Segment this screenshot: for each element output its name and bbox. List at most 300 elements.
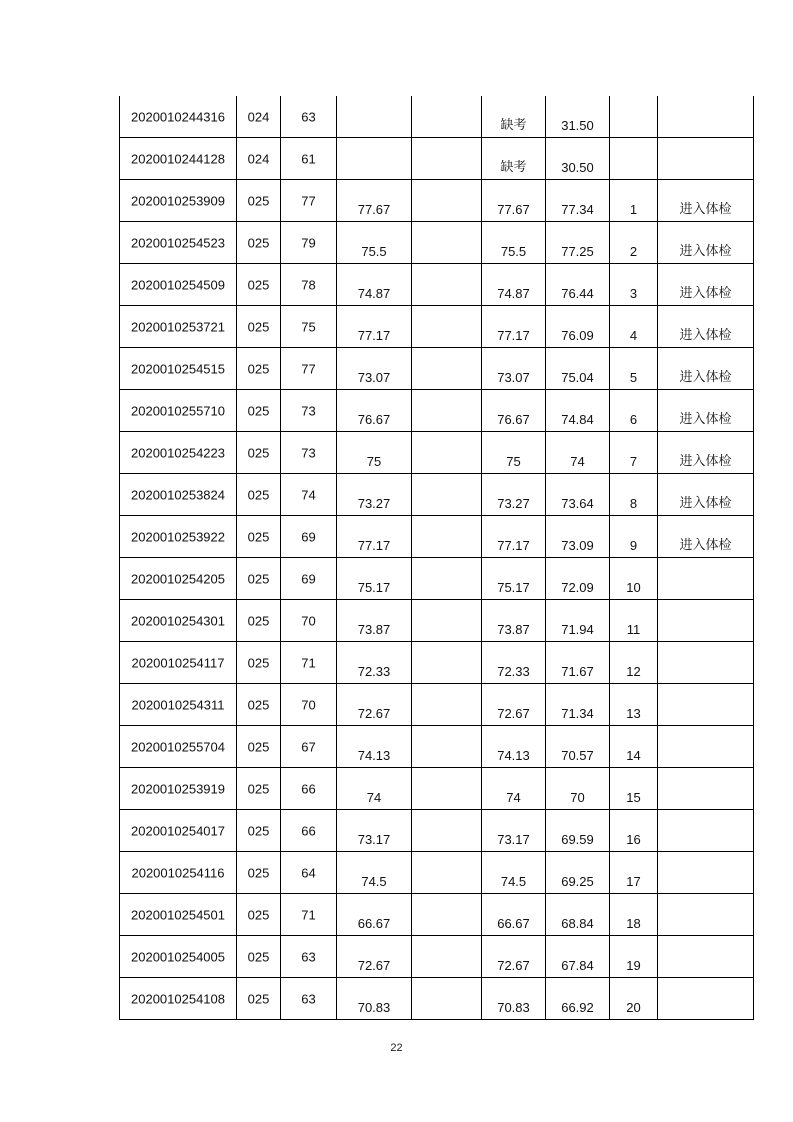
table-row [120, 348, 754, 390]
final-interview-cell: 缺考 [500, 159, 527, 174]
interview-score-cell: 77.17 [357, 538, 391, 553]
written-score-cell: 70 [301, 697, 316, 712]
total-score-column [546, 558, 610, 600]
written-score-cell: 69 [301, 529, 316, 544]
rank-column [610, 684, 658, 726]
position-code-column [237, 726, 281, 768]
rank-column [610, 96, 658, 138]
written-score-column [281, 684, 337, 726]
exam-id-column [120, 180, 237, 222]
rank-cell: 8 [629, 496, 638, 511]
exam-id-column [120, 348, 237, 390]
table-row [120, 96, 754, 138]
position-code-cell: 025 [247, 361, 270, 376]
written-score-cell: 79 [301, 235, 316, 250]
interview-score-cell: 77.17 [357, 328, 391, 343]
total-score-column [546, 768, 610, 810]
table-row [120, 768, 754, 810]
total-score-cell: 71.67 [561, 664, 594, 679]
exam-id-column [120, 390, 237, 432]
final-interview-cell: 70.83 [497, 1000, 530, 1015]
extra-score-column [412, 600, 482, 642]
total-score-column [546, 810, 610, 852]
position-code-cell: 025 [247, 781, 270, 796]
rank-column [610, 810, 658, 852]
exam-id-cell: 2020010254116 [131, 865, 225, 880]
total-score-cell: 69.59 [561, 832, 594, 847]
final-interview-cell: 74.87 [497, 286, 530, 301]
interview-score-cell: 72.33 [357, 664, 391, 679]
interview-score-column [337, 768, 412, 810]
position-code-column [237, 432, 281, 474]
total-score-column [546, 222, 610, 264]
final-interview-column [482, 180, 546, 222]
written-score-column [281, 978, 337, 1020]
interview-score-cell: 73.17 [357, 832, 391, 847]
note-column [658, 264, 754, 306]
written-score-column [281, 222, 337, 264]
exam-id-cell: 2020010254301 [131, 613, 225, 628]
written-score-cell: 64 [301, 865, 316, 880]
rank-column [610, 726, 658, 768]
exam-id-cell: 2020010253909 [131, 193, 225, 208]
written-score-column [281, 180, 337, 222]
rank-column [610, 516, 658, 558]
table-row [120, 264, 754, 306]
note-cell: 进入体检 [679, 369, 732, 384]
rank-cell: 12 [626, 664, 641, 679]
total-score-column [546, 978, 610, 1020]
position-code-column [237, 684, 281, 726]
exam-id-cell: 2020010254017 [131, 823, 225, 838]
final-interview-cell: 66.67 [497, 916, 530, 931]
total-score-cell: 74 [570, 454, 585, 469]
note-column [658, 306, 754, 348]
position-code-cell: 025 [247, 319, 270, 334]
total-score-cell: 31.50 [561, 118, 594, 133]
rank-cell: 5 [629, 370, 638, 385]
rank-column [610, 432, 658, 474]
total-score-cell: 76.44 [561, 286, 594, 301]
interview-score-cell: 70.83 [357, 1000, 391, 1015]
final-interview-cell: 74.13 [497, 748, 530, 763]
position-code-column [237, 558, 281, 600]
written-score-cell: 70 [301, 613, 316, 628]
written-score-cell: 77 [301, 361, 316, 376]
total-score-cell: 71.34 [561, 706, 594, 721]
rank-column [610, 768, 658, 810]
extra-score-column [412, 348, 482, 390]
note-cell: 进入体检 [679, 453, 732, 468]
rank-cell: 1 [629, 202, 638, 217]
final-interview-cell: 74 [506, 790, 521, 805]
final-interview-column [482, 306, 546, 348]
final-interview-cell: 75.5 [500, 244, 527, 259]
note-column [658, 516, 754, 558]
written-score-cell: 73 [301, 445, 316, 460]
extra-score-column [412, 810, 482, 852]
table-row [120, 390, 754, 432]
table-row [120, 810, 754, 852]
written-score-cell: 74 [301, 487, 316, 502]
exam-id-column [120, 138, 237, 180]
final-interview-cell: 72.67 [497, 706, 530, 721]
final-interview-column [482, 138, 546, 180]
position-code-cell: 025 [247, 529, 270, 544]
exam-id-column [120, 810, 237, 852]
rank-column [610, 978, 658, 1020]
written-score-cell: 67 [301, 739, 316, 754]
exam-id-column [120, 516, 237, 558]
written-score-column [281, 306, 337, 348]
rank-cell: 14 [626, 748, 641, 763]
exam-id-column [120, 684, 237, 726]
note-column [658, 852, 754, 894]
written-score-column [281, 264, 337, 306]
note-column [658, 348, 754, 390]
extra-score-column [412, 390, 482, 432]
interview-score-column [337, 222, 412, 264]
interview-score-column [337, 96, 412, 138]
position-code-cell: 025 [247, 907, 270, 922]
extra-score-column [412, 978, 482, 1020]
note-column [658, 600, 754, 642]
final-interview-column [482, 936, 546, 978]
note-column [658, 96, 754, 138]
exam-id-cell: 2020010254117 [131, 655, 225, 670]
position-code-cell: 025 [247, 865, 270, 880]
final-interview-cell: 73.87 [497, 622, 530, 637]
final-interview-cell: 76.67 [497, 412, 530, 427]
total-score-column [546, 684, 610, 726]
written-score-column [281, 558, 337, 600]
exam-id-column [120, 600, 237, 642]
note-column [658, 558, 754, 600]
exam-id-cell: 2020010254005 [131, 949, 225, 964]
total-score-column [546, 390, 610, 432]
rank-column [610, 600, 658, 642]
final-interview-column [482, 222, 546, 264]
total-score-cell: 73.09 [561, 538, 594, 553]
rank-cell: 3 [629, 286, 638, 301]
total-score-cell: 69.25 [561, 874, 594, 889]
final-interview-column [482, 978, 546, 1020]
total-score-column [546, 852, 610, 894]
interview-score-column [337, 348, 412, 390]
final-interview-column [482, 768, 546, 810]
position-code-column [237, 306, 281, 348]
final-interview-column [482, 558, 546, 600]
interview-score-cell: 77.67 [357, 202, 391, 217]
final-interview-column [482, 96, 546, 138]
total-score-column [546, 726, 610, 768]
written-score-cell: 78 [301, 277, 316, 292]
table-row [120, 306, 754, 348]
written-score-cell: 77 [301, 193, 316, 208]
note-column [658, 642, 754, 684]
position-code-column [237, 852, 281, 894]
written-score-column [281, 138, 337, 180]
extra-score-column [412, 180, 482, 222]
position-code-cell: 025 [247, 445, 270, 460]
table-body [120, 96, 754, 1020]
note-column [658, 432, 754, 474]
position-code-column [237, 390, 281, 432]
exam-id-cell: 2020010255704 [131, 739, 225, 754]
total-score-cell: 77.25 [561, 244, 594, 259]
final-interview-column [482, 810, 546, 852]
exam-id-column [120, 726, 237, 768]
note-cell: 进入体检 [679, 285, 732, 300]
position-code-column [237, 180, 281, 222]
position-code-column [237, 96, 281, 138]
interview-score-cell: 73.87 [357, 622, 391, 637]
written-score-column [281, 810, 337, 852]
table-row [120, 138, 754, 180]
final-interview-cell: 77.17 [497, 538, 530, 553]
extra-score-column [412, 516, 482, 558]
rank-cell: 16 [626, 832, 641, 847]
rank-cell: 17 [626, 874, 641, 889]
position-code-column [237, 516, 281, 558]
position-code-column [237, 474, 281, 516]
position-code-column [237, 264, 281, 306]
interview-score-column [337, 432, 412, 474]
position-code-cell: 024 [247, 109, 270, 124]
written-score-cell: 71 [301, 907, 316, 922]
total-score-cell: 70.57 [561, 748, 594, 763]
final-interview-column [482, 684, 546, 726]
table-row [120, 894, 754, 936]
extra-score-column [412, 894, 482, 936]
written-score-cell: 63 [301, 109, 316, 124]
total-score-cell: 67.84 [561, 958, 594, 973]
exam-id-cell: 2020010254223 [131, 445, 225, 460]
interview-score-cell: 75.17 [357, 580, 391, 595]
extra-score-column [412, 222, 482, 264]
total-score-column [546, 474, 610, 516]
exam-id-cell: 2020010244316 [131, 109, 225, 124]
rank-column [610, 180, 658, 222]
extra-score-column [412, 474, 482, 516]
exam-id-cell: 2020010255710 [131, 403, 225, 418]
final-interview-column [482, 348, 546, 390]
exam-id-column [120, 936, 237, 978]
written-score-column [281, 852, 337, 894]
interview-score-column [337, 642, 412, 684]
total-score-cell: 74.84 [561, 412, 594, 427]
rank-column [610, 936, 658, 978]
interview-score-cell: 75.5 [361, 244, 387, 259]
total-score-column [546, 180, 610, 222]
exam-id-column [120, 222, 237, 264]
total-score-column [546, 306, 610, 348]
table-row [120, 432, 754, 474]
final-interview-cell: 73.17 [497, 832, 530, 847]
extra-score-column [412, 96, 482, 138]
position-code-column [237, 642, 281, 684]
written-score-cell: 66 [301, 823, 316, 838]
interview-score-column [337, 684, 412, 726]
exam-id-column [120, 642, 237, 684]
position-code-column [237, 810, 281, 852]
exam-id-column [120, 264, 237, 306]
exam-id-column [120, 894, 237, 936]
written-score-column [281, 894, 337, 936]
interview-score-column [337, 726, 412, 768]
position-code-cell: 025 [247, 739, 270, 754]
rank-column [610, 306, 658, 348]
extra-score-column [412, 138, 482, 180]
position-code-column [237, 222, 281, 264]
table-row [120, 180, 754, 222]
exam-id-column [120, 558, 237, 600]
written-score-cell: 63 [301, 991, 316, 1006]
total-score-cell: 76.09 [561, 328, 594, 343]
final-interview-cell: 74.5 [500, 874, 527, 889]
position-code-column [237, 978, 281, 1020]
table-row [120, 684, 754, 726]
total-score-cell: 68.84 [561, 916, 594, 931]
exam-id-column [120, 768, 237, 810]
written-score-column [281, 96, 337, 138]
final-interview-column [482, 264, 546, 306]
final-interview-column [482, 432, 546, 474]
table-row [120, 222, 754, 264]
exam-id-cell: 2020010254501 [131, 907, 225, 922]
interview-score-cell: 76.67 [357, 412, 391, 427]
rank-column [610, 852, 658, 894]
interview-score-cell: 73.27 [357, 496, 391, 511]
total-score-column [546, 936, 610, 978]
exam-id-cell: 2020010254311 [131, 697, 225, 712]
rank-column [610, 642, 658, 684]
rank-cell: 11 [626, 622, 641, 637]
final-interview-column [482, 726, 546, 768]
final-interview-cell: 77.17 [497, 328, 530, 343]
position-code-cell: 025 [247, 949, 270, 964]
total-score-column [546, 894, 610, 936]
position-code-cell: 025 [247, 571, 270, 586]
note-cell: 进入体检 [679, 243, 732, 258]
rank-column [610, 222, 658, 264]
extra-score-column [412, 558, 482, 600]
interview-score-column [337, 600, 412, 642]
written-score-column [281, 936, 337, 978]
exam-id-cell: 2020010253919 [131, 781, 225, 796]
position-code-column [237, 894, 281, 936]
exam-id-column [120, 852, 237, 894]
total-score-cell: 73.64 [561, 496, 594, 511]
interview-score-column [337, 516, 412, 558]
rank-column [610, 558, 658, 600]
exam-id-cell: 2020010254108 [131, 991, 225, 1006]
interview-score-cell: 66.67 [357, 916, 391, 931]
written-score-column [281, 516, 337, 558]
note-column [658, 684, 754, 726]
final-interview-column [482, 642, 546, 684]
rank-cell: 19 [626, 958, 641, 973]
position-code-cell: 025 [247, 277, 270, 292]
interview-score-column [337, 810, 412, 852]
position-code-cell: 025 [247, 193, 270, 208]
note-column [658, 768, 754, 810]
table-row [120, 474, 754, 516]
exam-id-cell: 2020010253922 [131, 529, 225, 544]
exam-id-column [120, 96, 237, 138]
total-score-column [546, 264, 610, 306]
rank-cell: 4 [629, 328, 638, 343]
total-score-column [546, 432, 610, 474]
note-column [658, 390, 754, 432]
interview-score-cell: 74.87 [357, 286, 391, 301]
written-score-column [281, 474, 337, 516]
interview-score-column [337, 852, 412, 894]
final-interview-column [482, 516, 546, 558]
rank-cell: 10 [626, 580, 641, 595]
note-column [658, 222, 754, 264]
extra-score-column [412, 936, 482, 978]
final-interview-cell: 77.67 [497, 202, 530, 217]
extra-score-column [412, 264, 482, 306]
total-score-cell: 70 [570, 790, 585, 805]
interview-score-column [337, 138, 412, 180]
final-interview-cell: 缺考 [500, 117, 527, 132]
interview-score-column [337, 894, 412, 936]
rank-column [610, 138, 658, 180]
interview-score-cell: 74.13 [357, 748, 391, 763]
exam-id-cell: 2020010254515 [131, 361, 225, 376]
written-score-column [281, 390, 337, 432]
written-score-cell: 75 [301, 319, 316, 334]
position-code-cell: 025 [247, 235, 270, 250]
total-score-column [546, 642, 610, 684]
total-score-cell: 72.09 [561, 580, 594, 595]
written-score-cell: 71 [301, 655, 316, 670]
extra-score-column [412, 642, 482, 684]
final-interview-cell: 73.07 [497, 370, 530, 385]
written-score-column [281, 726, 337, 768]
note-column [658, 474, 754, 516]
interview-score-cell: 73.07 [357, 370, 391, 385]
position-code-cell: 024 [247, 151, 270, 166]
interview-score-column [337, 978, 412, 1020]
note-cell: 进入体检 [679, 201, 732, 216]
final-interview-cell: 73.27 [497, 496, 530, 511]
exam-id-column [120, 306, 237, 348]
rank-cell: 18 [626, 916, 641, 931]
position-code-cell: 025 [247, 487, 270, 502]
written-score-cell: 66 [301, 781, 316, 796]
written-score-column [281, 348, 337, 390]
position-code-column [237, 600, 281, 642]
written-score-column [281, 768, 337, 810]
note-cell: 进入体检 [679, 495, 732, 510]
rank-column [610, 894, 658, 936]
exam-id-column [120, 432, 237, 474]
written-score-cell: 69 [301, 571, 316, 586]
position-code-cell: 025 [247, 655, 270, 670]
rank-cell: 15 [626, 790, 641, 805]
exam-id-cell: 2020010254205 [131, 571, 225, 586]
position-code-cell: 025 [247, 403, 270, 418]
total-score-column [546, 96, 610, 138]
rank-column [610, 474, 658, 516]
final-interview-cell: 75 [506, 454, 521, 469]
table-row [120, 642, 754, 684]
interview-score-cell: 72.67 [357, 958, 391, 973]
note-column [658, 936, 754, 978]
